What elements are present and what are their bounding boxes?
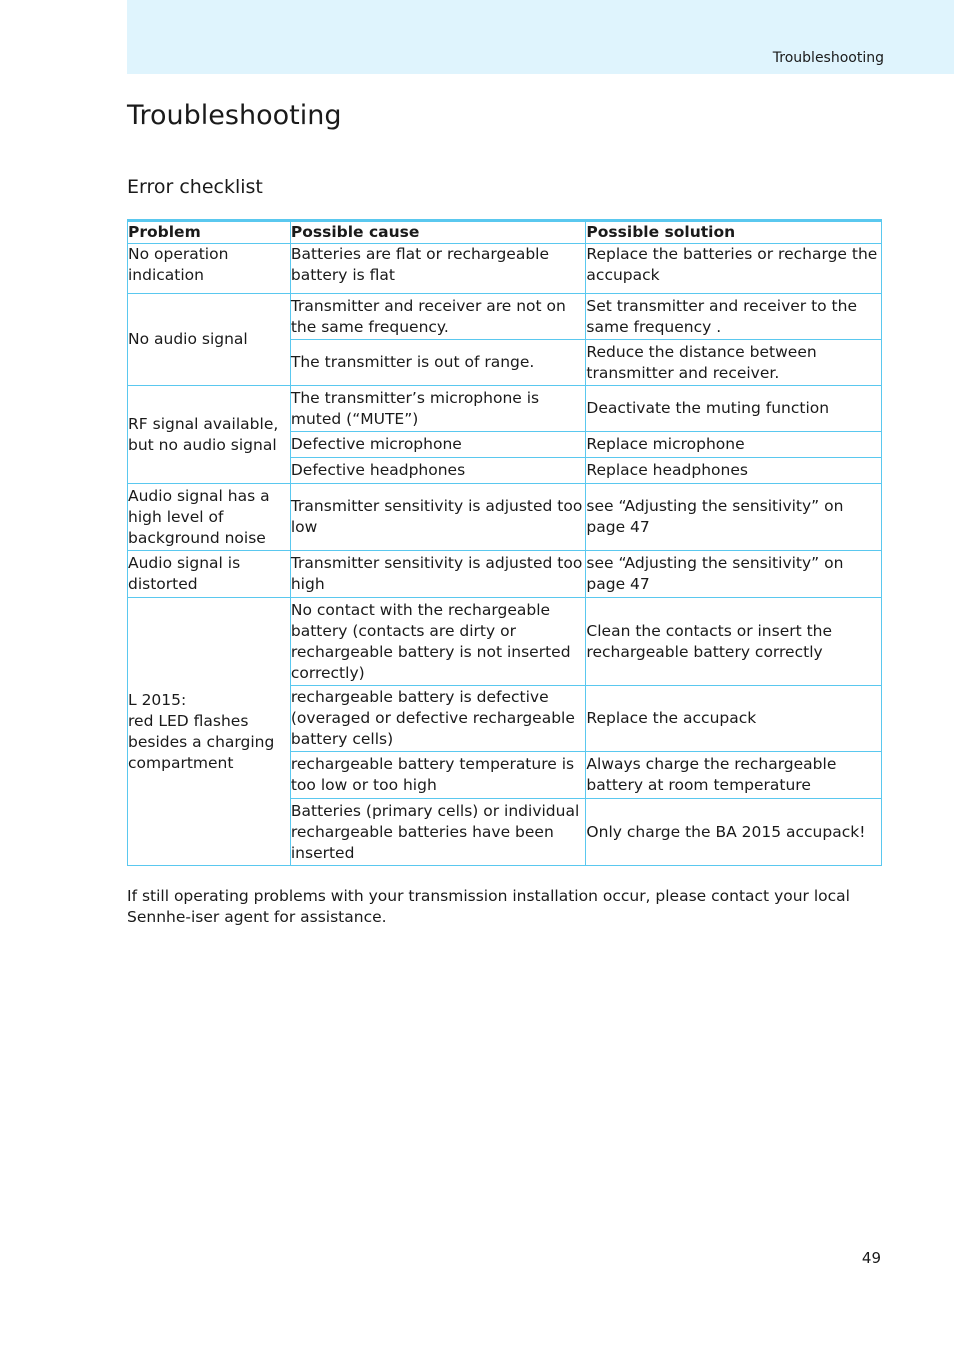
page-number: 49 (861, 1249, 881, 1267)
section-title: Error checklist (127, 176, 263, 198)
solution-cell: Set transmitter and receiver to the same frequency . (586, 294, 882, 340)
problem-cell: Audio signal is distorted (128, 551, 291, 598)
problem-cell: L 2015: red LED flashes besides a charging compartment (128, 598, 291, 866)
problem-cell: RF signal available, but no audio signal (128, 386, 291, 484)
table-row (128, 598, 882, 686)
problem-cell: Audio signal has a high level of background noise (128, 484, 291, 551)
cause-cell: Transmitter and receiver are not on the same frequency. (290, 294, 586, 340)
page-title: Troubleshooting (127, 100, 342, 131)
problem-cell: No audio signal (128, 294, 291, 386)
solution-cell: Replace the accupack (586, 686, 882, 752)
cause-cell: Transmitter sensitivity is adjusted too low (290, 484, 586, 551)
cause-cell: The transmitter’s microphone is muted (“MUTE”) (290, 386, 586, 432)
solution-cell: Only charge the BA 2015 accupack! (586, 799, 882, 866)
problem-cell: No operation indication (128, 244, 291, 294)
running-header-title: Troubleshooting (772, 50, 884, 66)
solution-cell: see “Adjusting the sensitivity” on page 47 (586, 551, 882, 598)
cause-cell: Defective microphone (290, 432, 586, 458)
solution-cell: Deactivate the muting function (586, 386, 882, 432)
cause-cell: Batteries (primary cells) or individual rechargeable batteries have been inserted (290, 799, 586, 866)
table-row (128, 294, 882, 340)
header-possible-solution: Possible solution (586, 221, 882, 244)
solution-cell: Replace headphones (586, 458, 882, 484)
cause-cell: Defective headphones (290, 458, 586, 484)
cause-cell: Batteries are flat or rechargeable battery is flat (290, 244, 586, 294)
error-checklist-table (127, 219, 882, 866)
solution-cell: Always charge the rechargeable battery at room temperature (586, 752, 882, 799)
solution-cell: see “Adjusting the sensitivity” on page 47 (586, 484, 882, 551)
cause-cell: The transmitter is out of range. (290, 340, 586, 386)
table-row (128, 484, 882, 551)
table-row (128, 386, 882, 432)
solution-cell: Reduce the distance between transmitter and receiver. (586, 340, 882, 386)
solution-cell: Clean the contacts or insert the rechargeable battery correctly (586, 598, 882, 686)
solution-cell: Replace the batteries or recharge the accupack (586, 244, 882, 294)
table-row (128, 244, 882, 294)
cause-cell: rechargeable battery temperature is too low or too high (290, 752, 586, 799)
cause-cell: rechargeable battery is defective (overaged or defective rechargeable battery cells) (290, 686, 586, 752)
support-note: If still operating problems with your transmission installation occur, please contact your local Sennhe-iser agent for assistance. (127, 887, 850, 926)
table-header-row (128, 221, 882, 244)
header-problem: Problem (128, 221, 291, 244)
solution-cell: Replace microphone (586, 432, 882, 458)
cause-cell: No contact with the rechargeable battery (contacts are dirty or rechargeable battery is not inserted correctly) (290, 598, 586, 686)
table-row (128, 551, 882, 598)
header-possible-cause: Possible cause (290, 221, 586, 244)
cause-cell: Transmitter sensitivity is adjusted too high (290, 551, 586, 598)
